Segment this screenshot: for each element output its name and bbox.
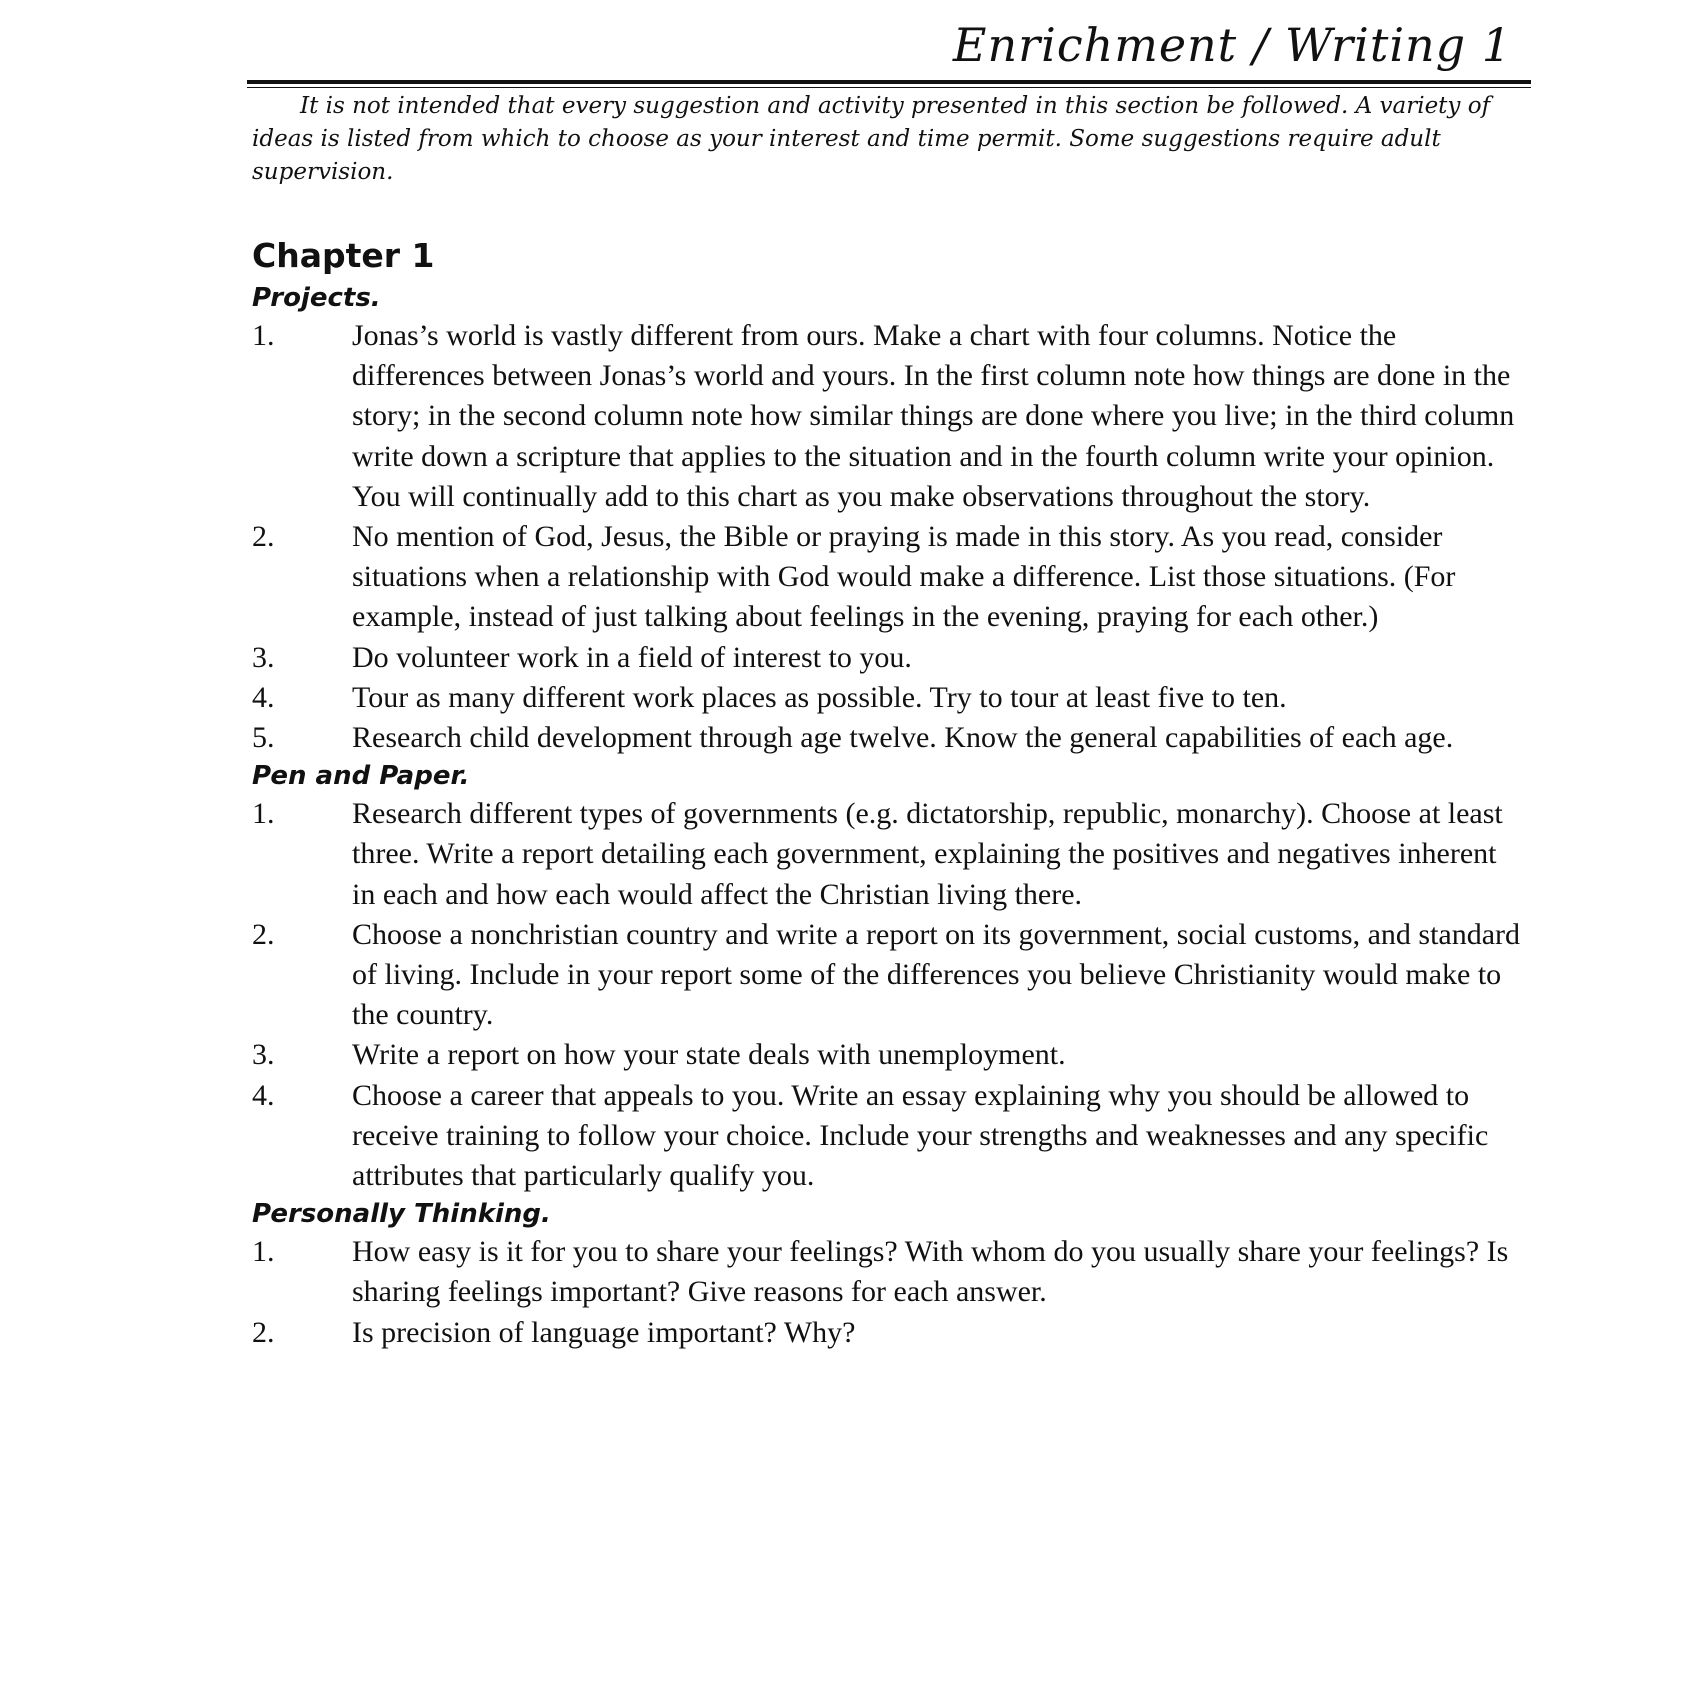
list-item	[252, 1313, 1522, 1353]
list-item	[252, 794, 1522, 915]
item-number: 1.	[252, 319, 275, 352]
list-item	[252, 718, 1522, 758]
chapter-content	[252, 232, 1522, 1353]
list-item	[252, 638, 1522, 678]
item-number: 2.	[252, 520, 275, 554]
item-number: 1.	[252, 1235, 275, 1269]
pen-and-paper-list	[252, 794, 1522, 1196]
item-text: Research different types of governments (e.g. dictatorship, republic, monarchy). Choose at least three. Write a report detailing each government, explaining the positives and negatives inherent in each and how each would affect the Christian living there.	[352, 797, 1503, 911]
item-number: 4.	[252, 680, 275, 714]
item-text: Choose a nonchristian country and write a report on its government, social customs, and standard of living. Include in your report some of the differences you believe Christianity would make to the country.	[352, 917, 1521, 1032]
chapter-title: Chapter 1	[252, 236, 435, 275]
item-number: 1.	[252, 797, 275, 831]
projects-list	[252, 316, 1522, 758]
item-number: 5.	[252, 721, 275, 755]
item-text: No mention of God, Jesus, the Bible or praying is made in this story. As you read, consider situations when a relationship with God would make a difference. List those situations. (For example, instead of just talking about feelings in the evening, praying for each other.)	[352, 520, 1456, 634]
list-item	[252, 1232, 1522, 1312]
list-item	[252, 1035, 1522, 1075]
item-number: 4.	[252, 1078, 275, 1112]
item-text: Choose a career that appeals to you. Write an essay explaining why you should be allowed to receive training to follow your choice. Include your strengths and weaknesses and any specific attributes that particularly qualify you.	[352, 1078, 1489, 1193]
section-heading-projects: Projects.	[252, 283, 381, 313]
page-header-title: Enrichment / Writing 1	[952, 18, 1512, 72]
header-rule-thick	[247, 80, 1531, 84]
header-rule-thin	[247, 87, 1531, 88]
item-number: 2.	[252, 1315, 275, 1349]
list-item	[252, 316, 1522, 517]
list-item	[252, 678, 1522, 718]
item-text: Jonas’s world is vastly different from ours. Make a chart with four columns. Notice the differences between Jonas’s world and yours. In the first column note how things are done in the story; in the second column note how similar things are done where you live; in the third column write down a scripture that applies to the situation and in the fourth column write your opinion. You will continually add to this chart as you make observations throughout the story.	[352, 319, 1515, 513]
list-item	[252, 915, 1522, 1036]
section-heading-personally-thinking: Personally Thinking.	[252, 1199, 551, 1230]
item-text: Write a report on how your state deals with unemployment.	[352, 1038, 1066, 1072]
item-text: How easy is it for you to share your feelings? With whom do you usually share your feelings? Is sharing feelings important? Give reasons for each answer.	[352, 1235, 1509, 1309]
item-text: Tour as many different work places as possible. Try to tour at least five to ten.	[352, 680, 1287, 714]
item-text: Research child development through age twelve. Know the general capabilities of each age.	[352, 721, 1454, 755]
item-text: Is precision of language important? Why?	[352, 1315, 856, 1349]
list-item	[252, 1076, 1522, 1197]
intro-paragraph: It is not intended that every suggestion and activity presented in this section be followed. A variety of ideas is listed from which to choose as your interest and time permit. Some suggestions require adult supervision.	[252, 93, 1491, 185]
list-item	[252, 517, 1522, 638]
item-number: 3.	[252, 1038, 275, 1072]
item-number: 3.	[252, 640, 275, 674]
item-number: 2.	[252, 917, 275, 951]
item-text: Do volunteer work in a field of interest to you.	[352, 640, 912, 674]
section-heading-pen-and-paper: Pen and Paper.	[252, 761, 470, 792]
personally-thinking-list	[252, 1232, 1522, 1353]
